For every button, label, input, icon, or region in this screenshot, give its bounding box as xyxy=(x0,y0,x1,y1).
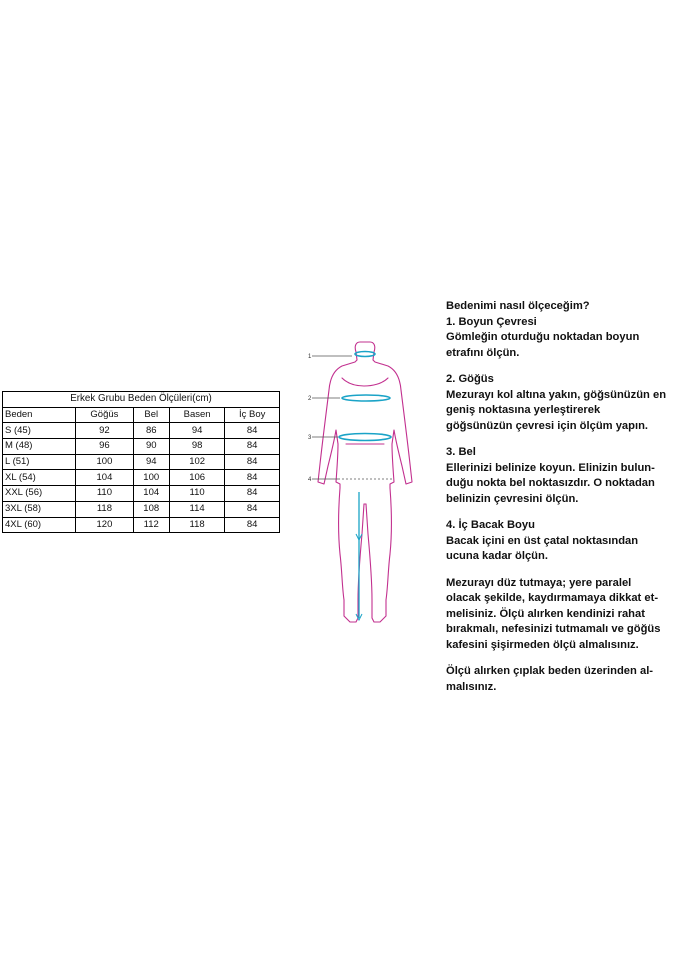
header-size: Beden xyxy=(3,407,76,423)
cell-size: L (51) xyxy=(3,454,76,470)
waist-tape xyxy=(339,434,391,441)
cell-hip: 106 xyxy=(169,470,225,486)
cell-inseam: 84 xyxy=(225,439,280,455)
table-title: Erkek Grubu Beden Ölçüleri(cm) xyxy=(3,392,280,408)
cell-chest: 92 xyxy=(76,423,133,439)
cell-size: 3XL (58) xyxy=(3,501,76,517)
inseam-title: 4. İç Bacak Boyu xyxy=(446,519,535,531)
cell-waist: 108 xyxy=(133,501,169,517)
cell-hip: 102 xyxy=(169,454,225,470)
chest-title: 2. Göğüs xyxy=(446,373,494,385)
cell-chest: 120 xyxy=(76,517,133,533)
header-waist: Bel xyxy=(133,407,169,423)
cell-chest: 104 xyxy=(76,470,133,486)
cell-waist: 94 xyxy=(133,454,169,470)
cell-waist: 100 xyxy=(133,470,169,486)
table-row xyxy=(3,517,280,533)
marker-3: 3 xyxy=(308,435,312,441)
marker-4: 4 xyxy=(308,477,312,483)
cell-hip: 94 xyxy=(169,423,225,439)
marker-labels xyxy=(308,354,312,483)
body-note: Ölçü alırken çıplak beden üzerinden al- malısınız. xyxy=(446,665,654,693)
cell-inseam: 84 xyxy=(225,470,280,486)
cell-hip: 110 xyxy=(169,486,225,502)
cell-inseam: 84 xyxy=(225,423,280,439)
cell-hip: 118 xyxy=(169,517,225,533)
cell-chest: 100 xyxy=(76,454,133,470)
table-row xyxy=(3,439,280,455)
cell-waist: 90 xyxy=(133,439,169,455)
cell-size: XXL (56) xyxy=(3,486,76,502)
neck-title: 1. Boyun Çevresi xyxy=(446,315,537,328)
table-title-row xyxy=(3,392,280,408)
cell-size: S (45) xyxy=(3,423,76,439)
tape-note: Mezurayı düz tutmaya; yere paralel olacak şekilde, kaydırmamaya dikkat et- melisiniz. Ölçü alırken kendinizi rahat bırakmalı, nefesinizi tutmamalı ve göğüs kafesini şişirmeden ölçü almalısınız. xyxy=(446,576,661,651)
waist-title: 3. Bel xyxy=(446,446,476,458)
chest-section xyxy=(446,372,696,434)
how-to-measure-question: Bedenimi nasıl ölçeceğim? xyxy=(446,300,590,312)
neck-text: Gömleğin oturduğu noktadan boyun etrafını ölçün. xyxy=(446,331,640,359)
marker-1: 1 xyxy=(308,354,312,360)
body-measurement-figure xyxy=(300,334,430,630)
measurement-instructions xyxy=(446,299,696,706)
cell-waist: 112 xyxy=(133,517,169,533)
header-chest: Göğüs xyxy=(76,407,133,423)
cell-size: M (48) xyxy=(3,439,76,455)
inseam-text: Bacak içini en üst çatal noktasından ucuna kadar ölçün. xyxy=(446,534,639,562)
table-row xyxy=(3,470,280,486)
cell-inseam: 84 xyxy=(225,454,280,470)
inseam-section xyxy=(446,518,696,565)
cell-size: 4XL (60) xyxy=(3,517,76,533)
neck-tape xyxy=(355,352,375,357)
header-inseam: İç Boy xyxy=(225,407,280,423)
cell-chest: 110 xyxy=(76,486,133,502)
cell-chest: 118 xyxy=(76,501,133,517)
cell-inseam: 84 xyxy=(225,517,280,533)
table-row xyxy=(3,423,280,439)
body-outline xyxy=(318,342,412,622)
guide-lines xyxy=(312,356,392,479)
cell-hip: 98 xyxy=(169,439,225,455)
waist-text: Ellerinizi belinize koyun. Elinizin bulun- duğu nokta bel noktasızdır. O noktadan belinizin çevresini ölçün. xyxy=(446,461,655,505)
table-header-row xyxy=(3,407,280,423)
cell-size: XL (54) xyxy=(3,470,76,486)
table-row xyxy=(3,486,280,502)
size-chart-table xyxy=(2,391,280,533)
measure-tapes xyxy=(339,352,391,621)
waist-section xyxy=(446,445,696,507)
cell-waist: 104 xyxy=(133,486,169,502)
table-row xyxy=(3,501,280,517)
cell-inseam: 84 xyxy=(225,501,280,517)
chest-text: Mezurayı kol altına yakın, göğsünüzün en geniş noktasına yerleştirerek göğsünüzün çevresi için ölçüm yapın. xyxy=(446,388,667,432)
chest-tape xyxy=(342,395,390,401)
cell-inseam: 84 xyxy=(225,486,280,502)
cell-waist: 86 xyxy=(133,423,169,439)
neck-section xyxy=(446,315,696,362)
marker-2: 2 xyxy=(308,396,312,402)
header-hip: Basen xyxy=(169,407,225,423)
cell-chest: 96 xyxy=(76,439,133,455)
cell-hip: 114 xyxy=(169,501,225,517)
table-row xyxy=(3,454,280,470)
